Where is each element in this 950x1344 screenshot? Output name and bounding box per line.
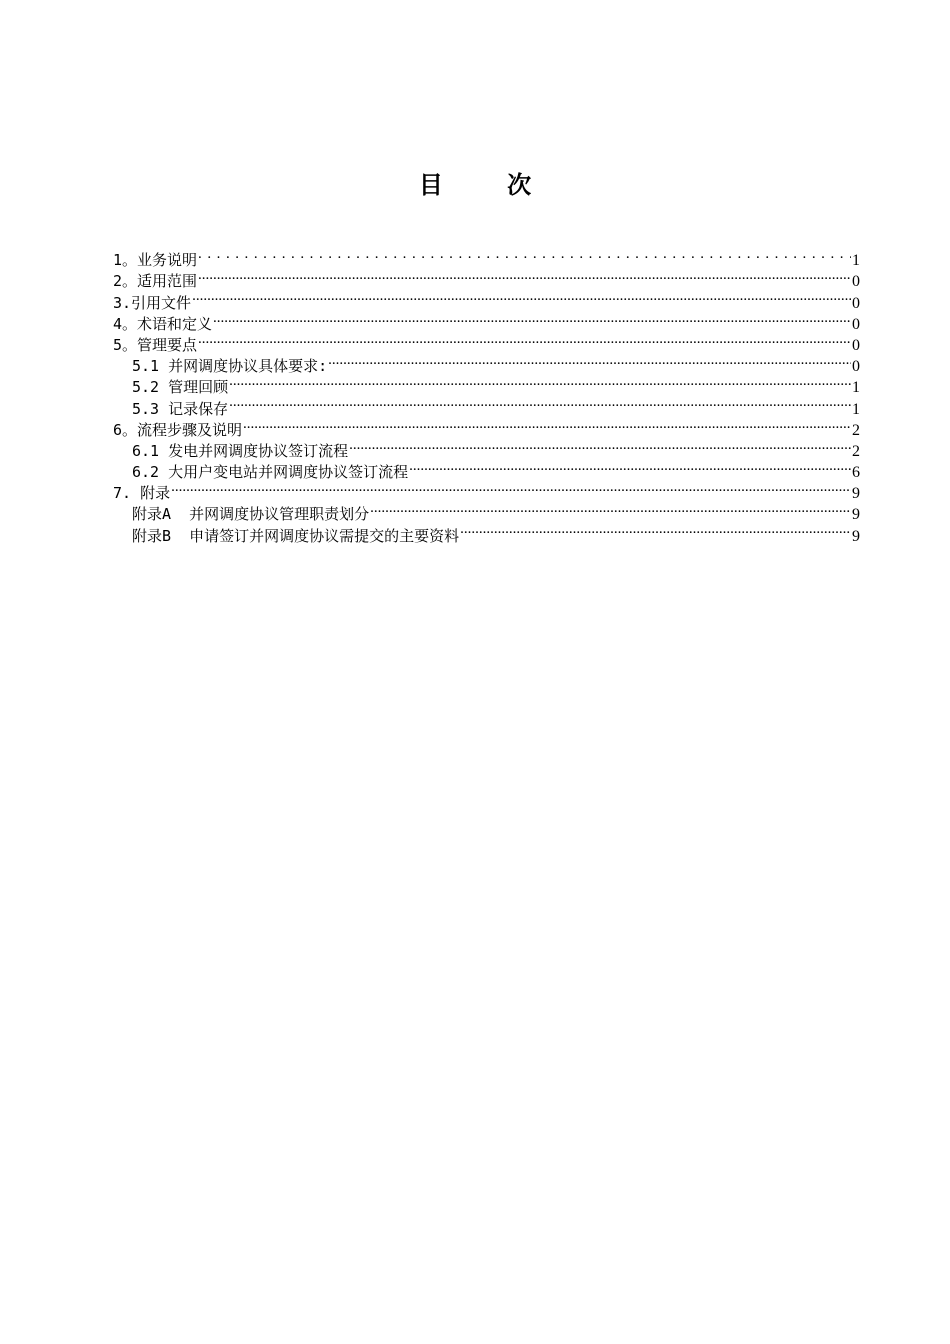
toc-entry-label: 2。适用范围 xyxy=(113,272,198,291)
toc-dot-leader xyxy=(192,286,851,307)
toc-page-number: 0 xyxy=(852,336,860,354)
toc-page-number: 9 xyxy=(852,506,860,524)
toc-dot-leader xyxy=(198,329,851,350)
toc-dot-leader xyxy=(370,498,851,519)
toc-entry-4[interactable] xyxy=(113,308,860,333)
toc-dot-leader xyxy=(171,477,851,498)
toc-dot-leader xyxy=(229,392,851,413)
toc-dot-leader xyxy=(198,244,851,265)
toc-entry-label: 附录A 并网调度协议管理职责划分 xyxy=(132,505,370,524)
toc-entry-label: 4。术语和定义 xyxy=(113,314,213,333)
toc-entry-3[interactable] xyxy=(113,286,860,312)
toc-entry-label: 6。流程步骤及说明 xyxy=(113,420,243,439)
toc-entry-label: 3.引用文件 xyxy=(113,293,192,312)
toc-page-number: 2 xyxy=(852,442,860,460)
toc-page-number: 0 xyxy=(852,294,860,312)
toc-entry-1[interactable] xyxy=(113,244,860,270)
toc-entry-5[interactable] xyxy=(113,329,860,354)
table-of-contents xyxy=(113,244,860,545)
toc-page-number: 1 xyxy=(852,252,860,270)
toc-dot-leader xyxy=(213,308,851,329)
toc-page-number: 0 xyxy=(852,358,860,376)
toc-dot-leader xyxy=(229,371,851,392)
toc-entry-label: 5.1 并网调度协议具体要求: xyxy=(132,357,328,376)
toc-title: 目 次 xyxy=(418,171,532,199)
toc-dot-leader xyxy=(198,265,851,286)
toc-entry-7[interactable] xyxy=(113,477,860,503)
toc-entry-label: 附录B 申请签订并网调度协议需提交的主要资料 xyxy=(132,526,460,545)
toc-page-number: 1 xyxy=(852,379,860,397)
toc-page-number: 0 xyxy=(852,315,860,333)
toc-entry-label: 5.2 管理回顾 xyxy=(132,378,229,397)
toc-dot-leader xyxy=(349,435,851,456)
toc-dot-leader xyxy=(409,456,851,477)
toc-page-number: 2 xyxy=(852,421,860,439)
toc-page-number: 9 xyxy=(852,527,860,545)
toc-page-number: 9 xyxy=(852,485,860,503)
toc-entry-2[interactable] xyxy=(113,265,860,291)
toc-entry-label: 5。管理要点 xyxy=(113,335,198,354)
toc-entry-label: 5.3 记录保存 xyxy=(132,399,229,418)
toc-dot-leader xyxy=(328,350,851,371)
toc-entry-label: 1。业务说明 xyxy=(113,251,198,270)
toc-page-number: 0 xyxy=(852,273,860,291)
toc-dot-leader xyxy=(460,519,851,540)
toc-entry-label: 6.1 发电并网调度协议签订流程 xyxy=(132,441,349,460)
toc-entry-label: 6.2 大用户变电站并网调度协议签订流程 xyxy=(132,463,409,482)
toc-entry-label: 7. 附录 xyxy=(113,484,171,503)
toc-page-number: 1 xyxy=(852,400,860,418)
toc-dot-leader xyxy=(243,414,851,435)
toc-entry-appendix-a[interactable] xyxy=(113,498,860,524)
toc-entry-5-1[interactable] xyxy=(113,350,860,376)
toc-page-number: 6 xyxy=(852,464,860,482)
